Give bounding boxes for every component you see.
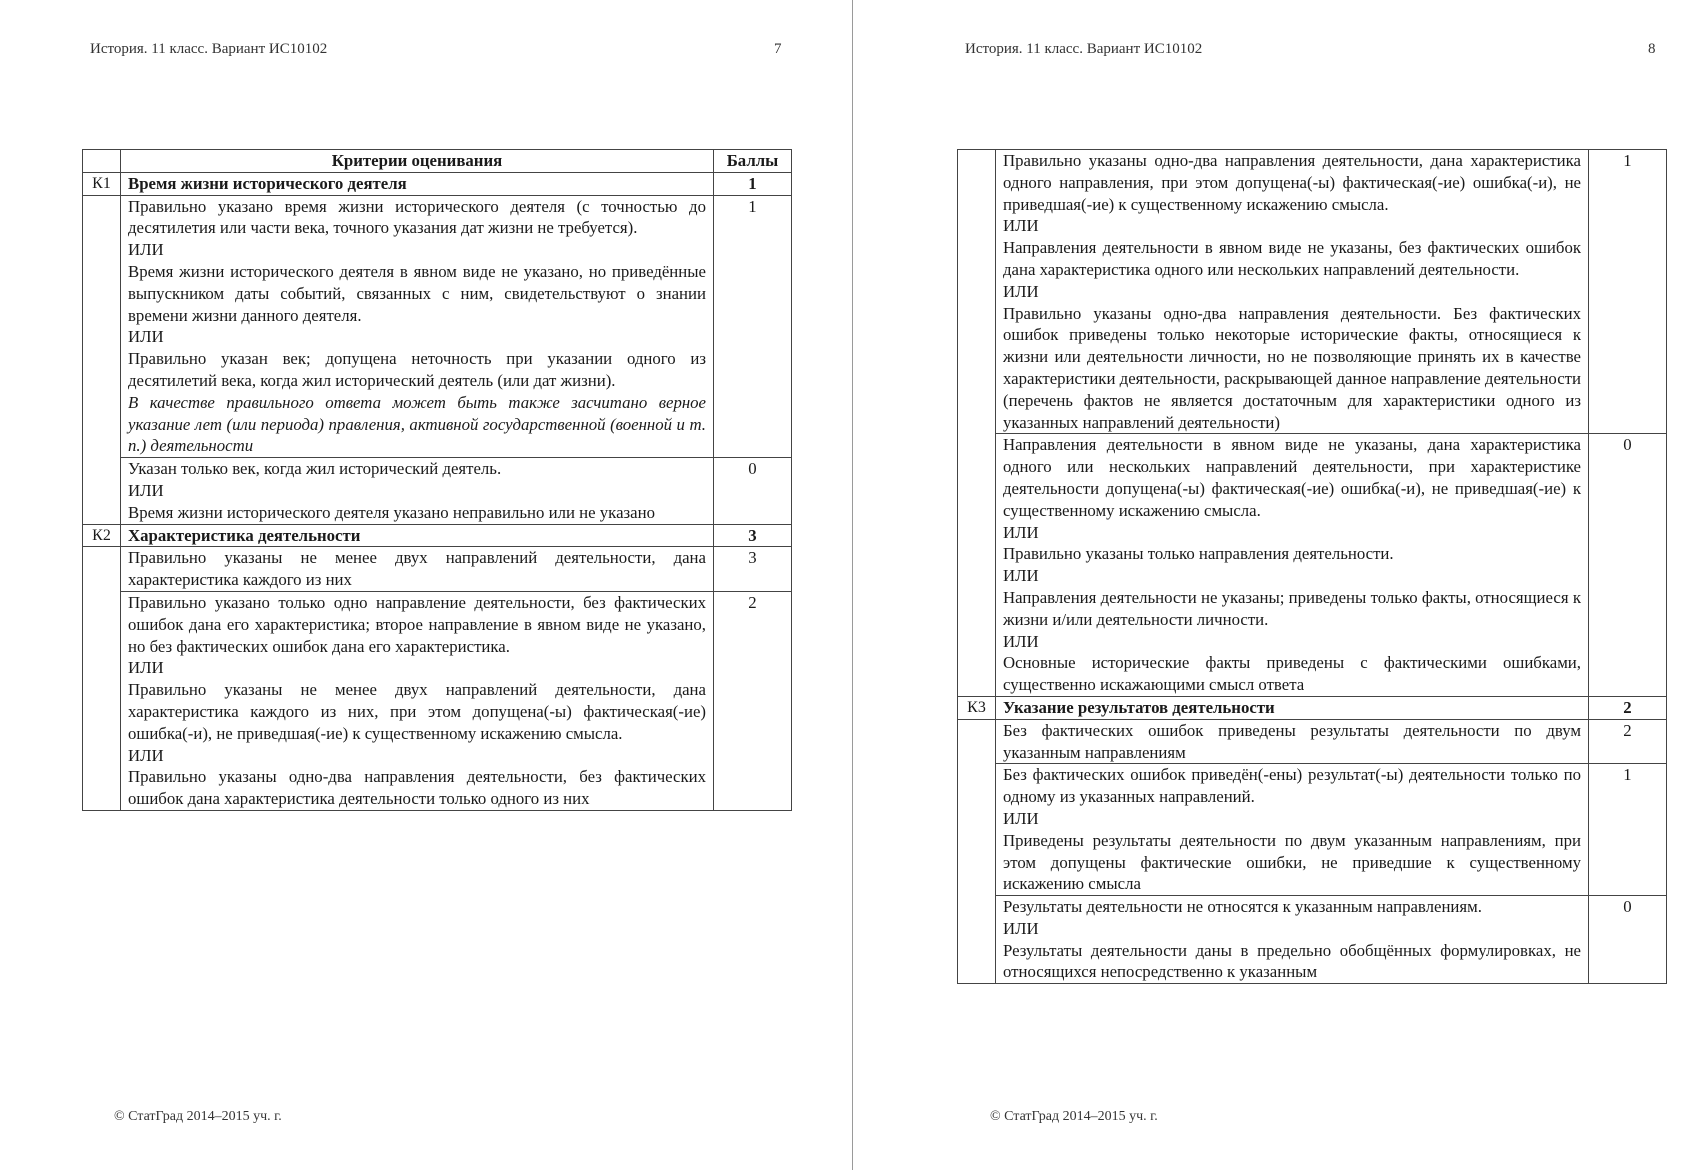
criterion-text: Направления деятельности в явном виде не указаны, дана характеристика одного или нескольких направлений деятельности, при характеристике деятельности допущена(-ы) фактическая(-ие) ошибка(-и), не приведшая(-ие) к существенному искажению смысла.	[1003, 435, 1581, 520]
k3-criterion-0	[996, 896, 1589, 984]
k3-criterion-2: Без фактических ошибок приведены результаты деятельности по двум указанным направлениям	[996, 719, 1589, 764]
criterion-text: Направления деятельности в явном виде не указаны, без фактических ошибок дана характеристика одного или нескольких направлений деятельности.	[1003, 238, 1581, 279]
right-page-footer: © СтатГрад 2014–2015 уч. г.	[990, 1109, 1158, 1124]
k2-code: К2	[83, 524, 121, 547]
or-separator: ИЛИ	[128, 327, 164, 347]
k2-code-spacer	[958, 150, 996, 697]
criterion-text: Правильно указаны не менее двух направлений деятельности, дана характеристика каждого из них, при этом допущена(-ы) фактическая(-ие) ошибка(-и), не приведшая(-ие) к существенному искажению смысла.	[128, 680, 706, 743]
or-separator: ИЛИ	[1003, 566, 1039, 586]
criterion-text: Время жизни исторического деятеля указано неправильно или не указано	[128, 502, 655, 522]
right-page-header: История. 11 класс. Вариант ИС10102	[965, 41, 1203, 57]
k1-criterion-0	[121, 458, 714, 524]
points-header: Баллы	[714, 150, 792, 173]
or-separator: ИЛИ	[128, 658, 164, 678]
k2-points-2: 2	[714, 591, 792, 810]
criterion-text: Правильно указано время жизни исторического деятеля (с точностью до десятилетия или части века, точного указания дат жизни не требуется).	[128, 196, 706, 238]
or-separator: ИЛИ	[128, 480, 164, 500]
criterion-note: В качестве правильного ответа может быть также засчитано верное указание лет (или периода) правления, активной государственной (военной и т. п.) деятельности	[128, 392, 706, 456]
criteria-header: Критерии оценивания	[121, 150, 714, 173]
k2-row-2	[83, 591, 792, 810]
k1-title-row	[83, 172, 792, 195]
or-separator: ИЛИ	[1003, 281, 1039, 301]
k3-title-row	[958, 696, 1667, 719]
k1-title: Время жизни исторического деятеля	[121, 172, 714, 195]
or-separator: ИЛИ	[128, 240, 164, 260]
k2-title: Характеристика деятельности	[121, 524, 714, 547]
k2-criterion-1	[996, 150, 1589, 434]
k2-code-spacer	[83, 547, 121, 811]
k1-code: К1	[83, 172, 121, 195]
criterion-text: Указан только век, когда жил исторический деятель.	[128, 459, 502, 479]
k1-max-points: 1	[714, 172, 792, 195]
criterion-text: Правильно указаны одно-два направления деятельности. Без фактических ошибок приведены только некоторые исторические факты, относящиеся к жизни или деятельности личности, но не позволяющие принять их в качестве характеристики деятельности, раскрывающей данное направление деятельности (перечень фактов не является достаточным для характеристики одного из указанных направлений деятельности)	[1003, 303, 1581, 432]
or-separator: ИЛИ	[1003, 522, 1039, 542]
or-separator: ИЛИ	[1003, 918, 1039, 938]
k3-row-1	[958, 764, 1667, 896]
or-separator: ИЛИ	[1003, 216, 1039, 236]
k2-row-3	[83, 547, 792, 592]
k3-code: К3	[958, 696, 996, 719]
or-separator: ИЛИ	[1003, 808, 1039, 828]
k3-row-0	[958, 896, 1667, 984]
k1-criterion-1	[121, 195, 714, 458]
criterion-text: Основные исторические факты приведены с фактическими ошибками, существенно искажающими смысл ответа	[1003, 653, 1581, 695]
k3-points-0: 0	[1589, 896, 1667, 984]
k3-max-points: 2	[1589, 696, 1667, 719]
k3-code-spacer	[958, 719, 996, 984]
k3-title: Указание результатов деятельности	[996, 696, 1589, 719]
k1-points-1: 1	[714, 195, 792, 458]
criterion-text: Приведены результаты деятельности по двум указанным направлениям, при этом допущены фактические ошибки, не приведшие к существенному искажению смысла	[1003, 830, 1581, 894]
k2-criterion-2	[121, 591, 714, 810]
table-header-row	[83, 150, 792, 173]
k2-row-1	[958, 150, 1667, 434]
criterion-text: Результаты деятельности даны в предельно обобщённых формулировках, не относящихся непосредственно к указанным	[1003, 940, 1581, 982]
k1-code-spacer	[83, 195, 121, 524]
k3-row-2	[958, 719, 1667, 764]
k1-row-0	[83, 458, 792, 524]
k2-max-points: 3	[714, 524, 792, 547]
criterion-text: Правильно указаны одно-два направления деятельности, без фактических ошибок дана характеристика деятельности только одного из них	[128, 767, 706, 809]
k2-criterion-3: Правильно указаны не менее двух направлений деятельности, дана характеристика каждого из них	[121, 547, 714, 592]
criterion-text: Правильно указаны одно-два направления деятельности, дана характеристика одного направления, при этом допущена(-ы) фактическая(-ие) ошибка(-и), не приведшая(-ие) к существенному искажению смысла.	[1003, 151, 1581, 214]
k3-points-1: 1	[1589, 764, 1667, 896]
right-page-number: 8	[1648, 41, 1656, 57]
left-criteria-table	[82, 149, 792, 811]
criterion-text: Правильно указан век; допущена неточность при указании одного из десятилетий века, когда жил исторический деятель (или дат жизни).	[128, 349, 706, 390]
k1-row-1	[83, 195, 792, 458]
k2-points-0: 0	[1589, 434, 1667, 697]
or-separator: ИЛИ	[1003, 631, 1039, 651]
or-separator: ИЛИ	[128, 745, 164, 765]
k2-row-0	[958, 434, 1667, 697]
left-page-footer: © СтатГрад 2014–2015 уч. г.	[114, 1109, 282, 1124]
k2-title-row	[83, 524, 792, 547]
page-divider	[852, 0, 853, 1170]
criterion-text: Правильно указаны только направления деятельности.	[1003, 544, 1394, 564]
right-criteria-table	[957, 149, 1667, 984]
header-empty-cell	[83, 150, 121, 173]
criterion-text: Правильно указано только одно направление деятельности, без фактических ошибок дана его характеристика; второе направление в явном виде не указано, но без фактических ошибок дана его характеристика.	[128, 592, 706, 656]
k3-points-2: 2	[1589, 719, 1667, 764]
left-page-number: 7	[774, 41, 782, 57]
criterion-text: Время жизни исторического деятеля в явном виде не указано, но приведённые выпускником даты событий, связанных с ним, свидетельствуют о знании времени жизни данного деятеля.	[128, 261, 706, 325]
criterion-text: Направления деятельности не указаны; приведены только факты, относящиеся к жизни и/или деятельности личности.	[1003, 587, 1581, 629]
criterion-text: Без фактических ошибок приведён(-ены) результат(-ы) деятельности только по одному из указанных направлений.	[1003, 765, 1581, 807]
k2-points-1: 1	[1589, 150, 1667, 434]
k2-points-3: 3	[714, 547, 792, 592]
k1-points-0: 0	[714, 458, 792, 524]
criterion-text: Результаты деятельности не относятся к указанным направлениям.	[1003, 897, 1482, 917]
k3-criterion-1	[996, 764, 1589, 896]
left-page-header: История. 11 класс. Вариант ИС10102	[90, 41, 328, 57]
k2-criterion-0	[996, 434, 1589, 697]
